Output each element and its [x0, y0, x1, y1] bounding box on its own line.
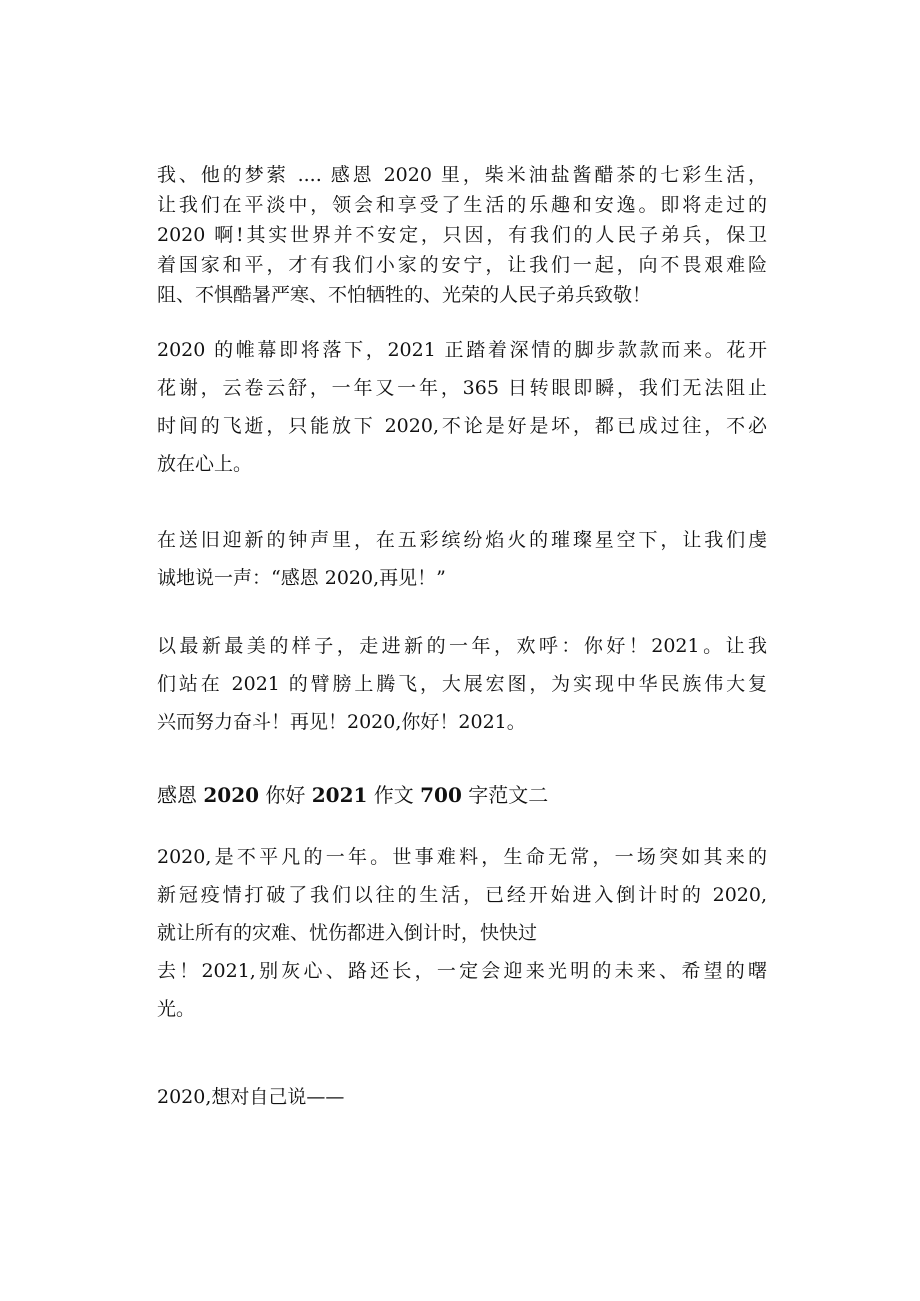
heading-text: 感恩 — [157, 783, 204, 807]
paragraph-3 — [157, 521, 767, 597]
text-line: 在送旧迎新的钟声里，在五彩缤纷焰火的璀璨星空下，让我们虔 — [157, 529, 767, 551]
text-line: 诚地说一声：“感恩 2020,再见！” — [157, 567, 446, 589]
text-line: 2020,是不平凡的一年。世事难料，生命无常，一场突如其来的 — [157, 846, 767, 868]
text-line: 放在心上。 — [157, 453, 253, 475]
text-line: 让我们在平淡中，领会和享受了生活的乐趣和安逸。即将走过的 — [157, 194, 767, 216]
text-line: 去！2021,别灰心、路还长，一定会迎来光明的未来、希望的曙 — [157, 960, 767, 982]
text-line: 阻、不惧酷暑严寒、不怕牺牲的、光荣的人民子弟兵致敬！ — [157, 284, 652, 306]
heading-text: 字范文二 — [461, 783, 549, 807]
heading-number: 2020 — [203, 783, 260, 807]
paragraph-2 — [157, 331, 767, 483]
text-line: 我、他的梦萦 .... 感恩 2020 里，柴米油盐酱醋茶的七彩生活， — [157, 164, 767, 186]
text-line: 光。 — [157, 998, 196, 1020]
paragraph-6 — [157, 1078, 767, 1116]
text-line: 兴而努力奋斗！再见！2020,你好！2021。 — [157, 711, 526, 733]
heading-number: 2021 — [311, 783, 368, 807]
text-line: 们站在 2021 的臂膀上腾飞，大展宏图，为实现中华民族伟大复 — [157, 673, 767, 695]
heading-text: 作文 — [367, 783, 421, 807]
text-line: 花谢，云卷云舒，一年又一年，365 日转眼即瞬，我们无法阻止 — [157, 377, 767, 399]
text-line: 着国家和平，才有我们小家的安宁，让我们一起，向不畏艰难险 — [157, 254, 767, 276]
paragraph-5 — [157, 838, 767, 1028]
text-line: 就让所有的灾难、忧伤都进入倒计时，快快过 — [157, 922, 538, 944]
text-line: 2020,想对自己说—— — [157, 1086, 345, 1108]
text-line: 2020 的帷幕即将落下，2021 正踏着深情的脚步款款而来。花开 — [157, 339, 767, 361]
text-line: 时间的飞逝，只能放下 2020,不论是好是坏，都已成过往，不必 — [157, 415, 767, 437]
heading-text: 你好 — [259, 783, 312, 807]
text-line: 2020 啊!其实世界并不安定，只因，有我们的人民子弟兵，保卫 — [157, 224, 767, 246]
text-line: 新冠疫情打破了我们以往的生活，已经开始进入倒计时的 2020, — [157, 884, 767, 906]
heading-number: 700 — [420, 783, 462, 807]
section-heading — [157, 778, 548, 812]
paragraph-1 — [157, 160, 767, 310]
text-line: 以最新最美的样子，走进新的一年，欢呼：你好！2021。让我 — [157, 635, 767, 657]
paragraph-4 — [157, 627, 767, 741]
